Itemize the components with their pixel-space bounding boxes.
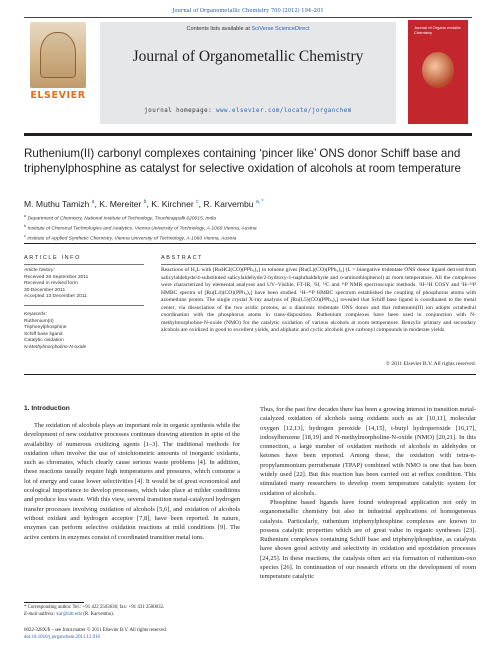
author-name[interactable]: M. Muthu Tamizh: [24, 199, 90, 209]
affiliation: $^c$ Institute of Applied Synthetic Chemistry, Vienna University of Technology, A-1060 Vienna, Austria: [24, 234, 237, 243]
paragraph: Phosphine based ligands have found widespread application not only in organometallic chemistry but also in industrial applications of homogeneous catalysis. Particularly, ruthenium triphenylphosphine complexes are known to possess catalytic properties which are of great value in organic syntheses [23]. Ruthenium complexes containing Schiff base and triphenylphosphine, as catalysts have shown good activity and selectivity in oxidation and epoxidation processes [24,25]. In these reactions, the catalysts often act via formation of ruthenium-oxo species [26]. In continuation of our research efforts on the development of room temperature catalytic: [260, 498, 476, 581]
email-link[interactable]: kar@nitt.edu: [56, 611, 82, 617]
doi-link[interactable]: doi:10.1016/j.jorganchem.2011.12.016: [24, 634, 100, 640]
cover-title: Journal of Organo metallic Chemistry: [414, 25, 461, 35]
email-line: E-mail address: kar@nitt.edu (R. Karvembu).: [24, 611, 115, 617]
author-affil-marker[interactable]: c: [196, 199, 199, 206]
cover-illustration: [422, 52, 454, 88]
corresponding-author: * Corresponding author. Tel.: +91 422 2503636; fax: +91 431 2500032.: [24, 605, 165, 610]
masthead-bottom-rule: [24, 133, 472, 136]
history-item: Received in revised form: [24, 281, 78, 287]
keyword: Schiff base ligand: [24, 331, 63, 337]
abstract-heading: ABSTRACT: [161, 255, 204, 261]
author-affil-marker[interactable]: b: [143, 199, 147, 206]
journal-reference-link[interactable]: Journal of Organometallic Chemistry 700 (2012) 194–201: [172, 8, 324, 14]
journal-cover[interactable]: [408, 20, 468, 124]
body-column-right: [260, 405, 476, 582]
elsevier-tree-icon: [30, 22, 86, 88]
history-item: Received 26 September 2011: [24, 274, 89, 280]
author-name[interactable]: R. Karvembu: [203, 199, 254, 209]
paragraph: The oxidation of alcohols plays an important role in organic synthesis while the development of new oxidative processes continues drawing attention in spite of the availability of numerous oxidizing agents [1–3]. The traditional methods for oxidation often involve the use of stoichiometric amounts of inorganic oxidants, such as chromates, which clearly cause serious waste problems [4]. In addition, these reactions usually require high temperatures and pressures, which consume a lot of energy and cause lower selectivities [4]. It would be of great economical and ecological importance to develop processes, which take place at milder conditions and produce less waste. With this view, several transition metal-catalyzed hydrogen transfer processes involving oxidation of alcohols [5,6], and oxidation of alcohols without oxidant and hydrogen acceptor [7,8], have been reported. In nature, enzymes can perform selective oxidation reactions at mild conditions [9]. The active centers in enzymes consist of coordinated transition metal ions.: [24, 422, 240, 541]
issn-line: 0022-328X/$ – see front matter © 2011 Elsevier B.V. All rights reserved.: [24, 628, 168, 633]
contents-line: [100, 26, 396, 32]
issn-block: [24, 628, 240, 641]
history-item: Accepted 13 December 2011: [24, 294, 87, 300]
footnote-rule: [24, 602, 84, 603]
keyword: Catalytic oxidation: [24, 338, 64, 344]
masthead-top-rule: [24, 17, 472, 18]
article-info-heading: ARTICLE INFO: [24, 255, 81, 261]
author-affil-marker[interactable]: a: [91, 199, 95, 206]
masthead-center: [100, 22, 396, 124]
keyword: Ruthenium(II): [24, 318, 54, 324]
keywords: [24, 312, 148, 352]
journal-title: Journal of Organometallic Chemistry: [132, 48, 364, 65]
body-column-left: [24, 421, 240, 542]
contents-text: Contents lists available at: [186, 26, 252, 32]
keywords-rule: [24, 305, 144, 306]
author-name[interactable]: K. Kirchner: [151, 199, 194, 209]
article-history: [24, 268, 148, 301]
keywords-label: Keywords:: [24, 312, 47, 317]
section-heading: 1. Introduction: [24, 405, 70, 412]
header-divider: [24, 243, 476, 244]
author-list: M. Muthu Tamizh $^a$, K. Mereiter $^b$, K. Kirchner $^c$, R. Karvembu $^{a, *}$: [24, 199, 264, 209]
abstract-rule: [161, 264, 476, 265]
abstract-divider: [24, 374, 476, 375]
article-info-rule: [24, 264, 144, 265]
homepage-link[interactable]: www.elsevier.com/locate/jorganchem: [216, 108, 352, 114]
abstract-text: Reactions of H₂L with [RuHCl(CO)(PPh₃)₃] in toluene gives [Ru(L)(CO)(PPh₃)₂] (L = binegative tridentate ONS donor ligand derived from salicylaldehyde/4-substituted salicylaldehyde/2-hydroxy-1-naphthaldehyde and o-aminothiophenol) at room temperature. All the complexes were characterized by elemental analyses and UV–Visible, FT-IR, ¹H, ¹³C and ³¹P NMR spectroscopic methods. ¹H–¹H COSY and ¹H–³¹P HMBC spectra of [Ru(L4)(CO)(PPh₃)₂] have been studied. ¹H–³¹P HMBC spectrum established the coupling of phosphorus atoms with azomethine proton. The single crystal X-ray analysis of [Ru(L5)(CO)(PPh₃)₂] revealed that Schiff base ligand is coordinated to the metal center, via dissociation of the two acidic protons, as a dianionic tridentate ONS donor and that ruthenium(II) ion adopts octahedral coordination with the phosphorus atoms in trans-disposition. Ruthenium complexes have been used in conjunction with N-methylmorpholine-N-oxide (NMO) for the catalytic oxidation of various alcohols at room temperature. Benzylic primary and secondary alcohols are oxidized in good to excellent yields, and aliphatic and cyclic alcohols give carbonyl compounds in moderate yields.: [161, 267, 476, 333]
publisher-logo[interactable]: [26, 20, 90, 122]
journal-homepage: [100, 108, 396, 114]
keyword: N-Methylmorpholine-N-oxide: [24, 344, 87, 350]
affiliation: $^b$ Institute of Chemical Technologies and Analytics, Vienna University of Technology, A-1060 Vienna, Austria: [24, 224, 257, 232]
homepage-label: journal homepage:: [144, 108, 217, 114]
masthead: [24, 17, 472, 134]
sciencedirect-link[interactable]: SciVerse ScienceDirect: [251, 26, 310, 32]
history-item: 30 December 2011: [24, 287, 66, 293]
keyword: Triphenylphosphine: [24, 325, 67, 331]
journal-reference: [0, 8, 496, 14]
author-affil-marker[interactable]: a, *: [255, 199, 264, 206]
article-title: Ruthenium(II) carbonyl complexes containing ‘pincer like’ ONS donor Schiff base and triphenylphosphine as catalyst for selective oxidation of alcohols at room temperature: [24, 147, 461, 175]
history-label: Article history:: [24, 268, 55, 273]
copyright-line: © 2011 Elsevier B.V. All rights reserved.: [385, 361, 476, 367]
publisher-name: ELSEVIER: [30, 90, 86, 101]
affiliation: $^a$ Department of Chemistry, National Institute of Technology, Tiruchirappalli 620015, India: [24, 214, 217, 222]
author-name[interactable]: K. Mereiter: [99, 199, 142, 209]
footnote: [24, 605, 240, 618]
affiliations: [24, 213, 476, 244]
paragraph: Thus, for the past few decades there has been a growing interest in transition metal-catalyzed oxidation of alcohols using oxidants such as air [10,11], molecular oxygen [12,13], hydrogen peroxide [14,15], t-butyl hydroperoxide [16,17], iodosylbenzene [18,19] and N-methylmorpholine-N-oxide (NMO) [20,21]. In this connection, a large number of oxidation methods of alcohols to aldehydes or ketones have been reported. Among these, the oxidation with tetra-n-propylammonium perruthenate (TPAP) combined with NMO is one that has been widely used [22]. But this reaction has been carried out at reflux condition. This stimulated many researchers to develop room temperature catalytic system for oxidation of alcohols.: [260, 406, 476, 497]
